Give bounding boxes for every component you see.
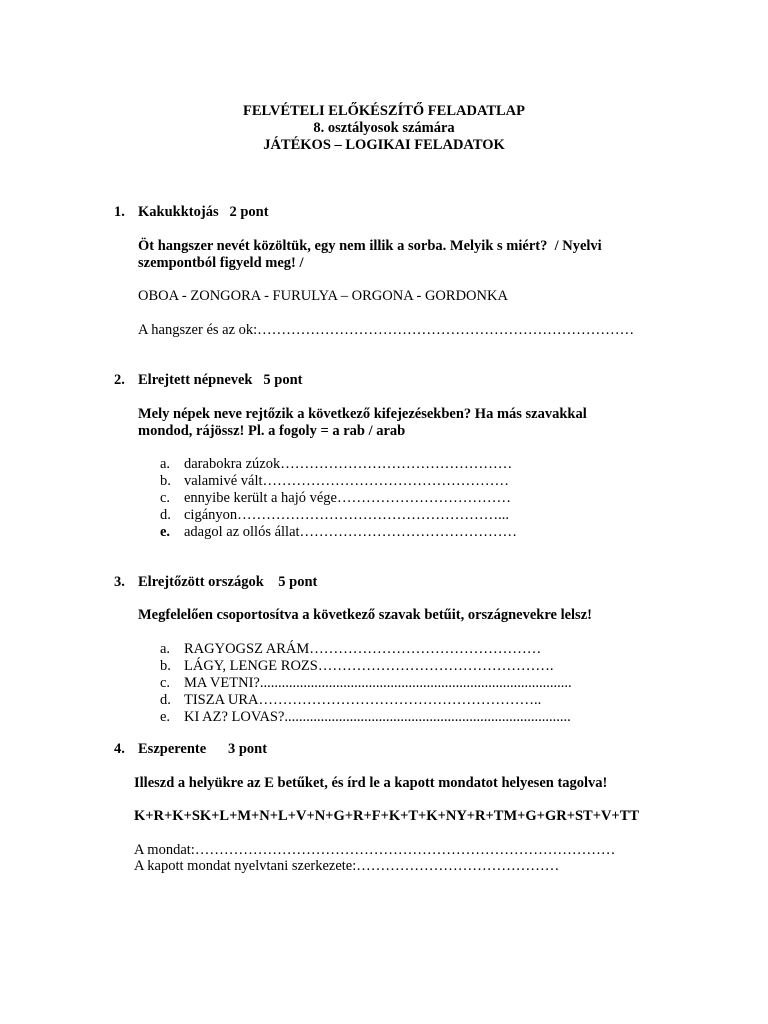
section-3-title <box>114 574 317 591</box>
list-item <box>160 641 541 658</box>
list-item <box>160 675 572 692</box>
list-item-letter: c. <box>160 675 171 691</box>
list-item-letter: e. <box>160 524 171 540</box>
list-item-text: ennyibe került a hajó vége……………………………… <box>184 490 511 506</box>
list-item-text: LÁGY, LENGE ROZS…………………………………………. <box>184 658 554 674</box>
section-4-answer-sentence: A mondat:…………………………………………………………………………… <box>134 842 616 858</box>
section-2-instruction-line-2: mondod, rájössz! Pl. a fogoly = a rab / arab <box>138 423 406 439</box>
section-3-instruction: Megfelelően csoportosítva a következő szavak betűit, országnevekre lelsz! <box>138 607 592 623</box>
list-item-letter: a. <box>160 456 171 472</box>
list-item-text: cigányon………………………………………………... <box>184 507 510 523</box>
section-title-text: Elrejtőzött országok 5 pont <box>138 574 318 590</box>
section-number: 2. <box>114 372 125 388</box>
section-4-instruction: Illeszd a helyükre az E betűket, és írd le a kapott mondatot helyesen tagolva! <box>134 775 608 791</box>
section-1-words: OBOA - ZONGORA - FURULYA – ORGONA - GORDONKA <box>138 288 508 304</box>
section-number: 4. <box>114 741 125 757</box>
section-2-title <box>114 372 302 389</box>
list-item-text: adagol az ollós állat……………………………………… <box>184 524 518 540</box>
list-item-letter: d. <box>160 507 171 523</box>
section-1-instruction-line-2: szempontból figyeld meg! / <box>138 255 304 271</box>
list-item-letter: e. <box>160 709 171 725</box>
section-title-text: Eszperente 3 pont <box>138 741 268 757</box>
list-item-text: MA VETNI?...................................................................................... <box>184 675 572 691</box>
list-item <box>160 473 509 490</box>
section-1-answer-line: A hangszer és az ok:…………………………………………………………………… <box>138 322 635 338</box>
list-item-letter: b. <box>160 658 171 674</box>
section-number: 3. <box>114 574 125 590</box>
list-item <box>160 709 571 726</box>
header-subtitle: 8. osztályosok számára <box>313 120 455 136</box>
section-title-text: Kakukktojás 2 pont <box>138 204 269 220</box>
section-number: 1. <box>114 204 125 220</box>
section-title-text: Elrejtett népnevek 5 pont <box>138 372 303 388</box>
list-item-text: valamivé vált…………………………………………… <box>184 473 510 489</box>
section-2-instruction-line-1: Mely népek neve rejtőzik a következő kifejezésekben? Ha más szavakkal <box>138 406 587 422</box>
list-item <box>160 507 509 524</box>
list-item <box>160 658 553 675</box>
list-item-text: RAGYOGSZ ARÁM………………………………………… <box>184 641 542 657</box>
section-1-title <box>114 204 269 221</box>
header-heading: JÁTÉKOS – LOGIKAI FELADATOK <box>263 137 505 153</box>
list-item-letter: b. <box>160 473 171 489</box>
list-item-text: KI AZ? LOVAS?............................................................................... <box>184 709 571 725</box>
list-item-letter: c. <box>160 490 171 506</box>
list-item-letter: a. <box>160 641 171 657</box>
list-item <box>160 692 541 709</box>
header-title: FELVÉTELI ELŐKÉSZÍTŐ FELADATLAP <box>242 103 526 119</box>
list-item-letter: d. <box>160 692 171 708</box>
section-4-puzzle: K+R+K+SK+L+M+N+L+V+N+G+R+F+K+T+K+NY+R+TM+G+GR+ST+V+TT <box>134 808 640 824</box>
section-4-title <box>114 741 267 758</box>
list-item <box>160 490 511 507</box>
section-4-answer-structure: A kapott mondat nyelvtani szerkezete:…………………………………… <box>134 858 560 874</box>
list-item-text: TISZA URA………………………………………………….. <box>184 692 542 708</box>
section-1-instruction-line-1: Öt hangszer nevét közöltük, egy nem illik a sorba. Melyik s miért? / Nyelvi <box>138 238 602 254</box>
list-item <box>160 456 512 473</box>
list-item <box>160 524 517 541</box>
list-item-text: darabokra zúzok………………………………………… <box>184 456 513 472</box>
document-header <box>0 103 768 154</box>
